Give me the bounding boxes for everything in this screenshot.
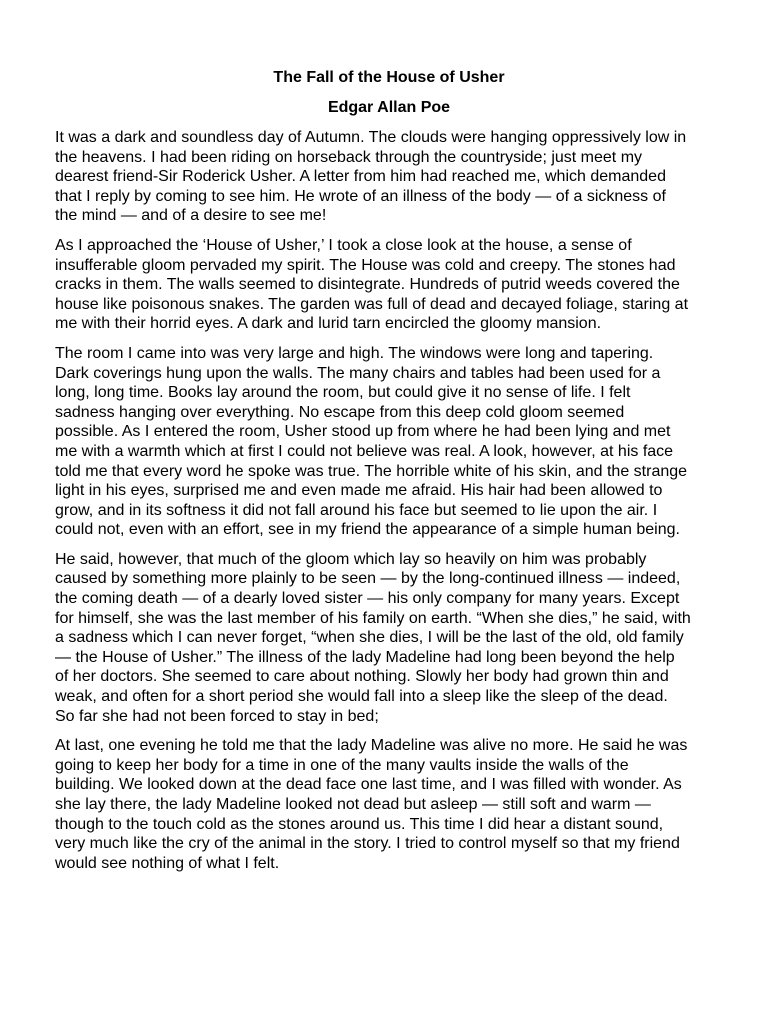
paragraph-3: The room I came into was very large and high. The windows were long and tapering. Dark coverings hung upon the walls. The many chairs and tables had been used for a long, long time. Books lay around the room, but could give it no sense of life. I felt sadness hanging over everything. No escape from this deep cold gloom seemed possible. As I entered the room, Usher stood up from where he had been lying and met me with a warmth which at first I could not believe was real. A look, however, at his face told me that every word he spoke was true. The horrible white of his skin, and the strange light in his eyes, surprised me and even made me afraid. His hair had been allowed to grow, and in its softness it did not fall around his face but seemed to lie upon the air. I could not, even with an effort, see in my friend the appearance of a simple human being. xyxy=(55,344,688,539)
paragraph-1: It was a dark and soundless day of Autumn. The clouds were hanging oppressively low in the heavens. I had been riding on horseback through the countryside; just meet my dearest friend-Sir Roderick Usher. A letter from him had reached me, which demanded that I reply by coming to see him. He wrote of an illness of the body — of a sickness of the mind — and of a desire to see me! xyxy=(55,129,687,225)
document-title: The Fall of the House of Usher xyxy=(273,69,505,86)
document-page xyxy=(55,68,723,883)
paragraph-4: He said, however, that much of the gloom which lay so heavily on him was probably caused by something more plainly to be seen — by the long-continued illness — indeed, the coming death — of a dearly loved sister — his only company for many years. Except for himself, she was the last member of his family on earth. “When she dies,” he said, with a sadness which I can never forget, “when she dies, I will be the last of the old, old family — the House of Usher.” The illness of the lady Madeline had long been beyond the help of her doctors. She seemed to care about nothing. Slowly her body had grown thin and weak, and often for a short period she would fall into a sleep like the sleep of the dead. So far she had not been forced to stay in bed; xyxy=(55,550,691,725)
document-author: Edgar Allan Poe xyxy=(327,99,451,116)
paragraph-2: As I approached the ‘House of Usher,’ I took a close look at the house, a sense of insufferable gloom pervaded my spirit. The House was cold and creepy. The stones had cracks in them. The walls seemed to disintegrate. Hundreds of putrid weeds covered the house like poisonous snakes. The garden was full of dead and decayed foliage, staring at me with their horrid eyes. A dark and lurid tarn encircled the gloomy mansion. xyxy=(55,236,689,333)
paragraph-5: At last, one evening he told me that the lady Madeline was alive no more. He said he was going to keep her body for a time in one of the many vaults inside the walls of the building. We looked down at the dead face one last time, and I was filled with wonder. As she lay there, the lady Madeline looked not dead but asleep — still soft and warm — though to the touch cold as the stones around us. This time I did hear a distant sound, very much like the cry of the animal in the story. I tried to control myself so that my friend would see nothing of what I felt. xyxy=(55,737,688,872)
